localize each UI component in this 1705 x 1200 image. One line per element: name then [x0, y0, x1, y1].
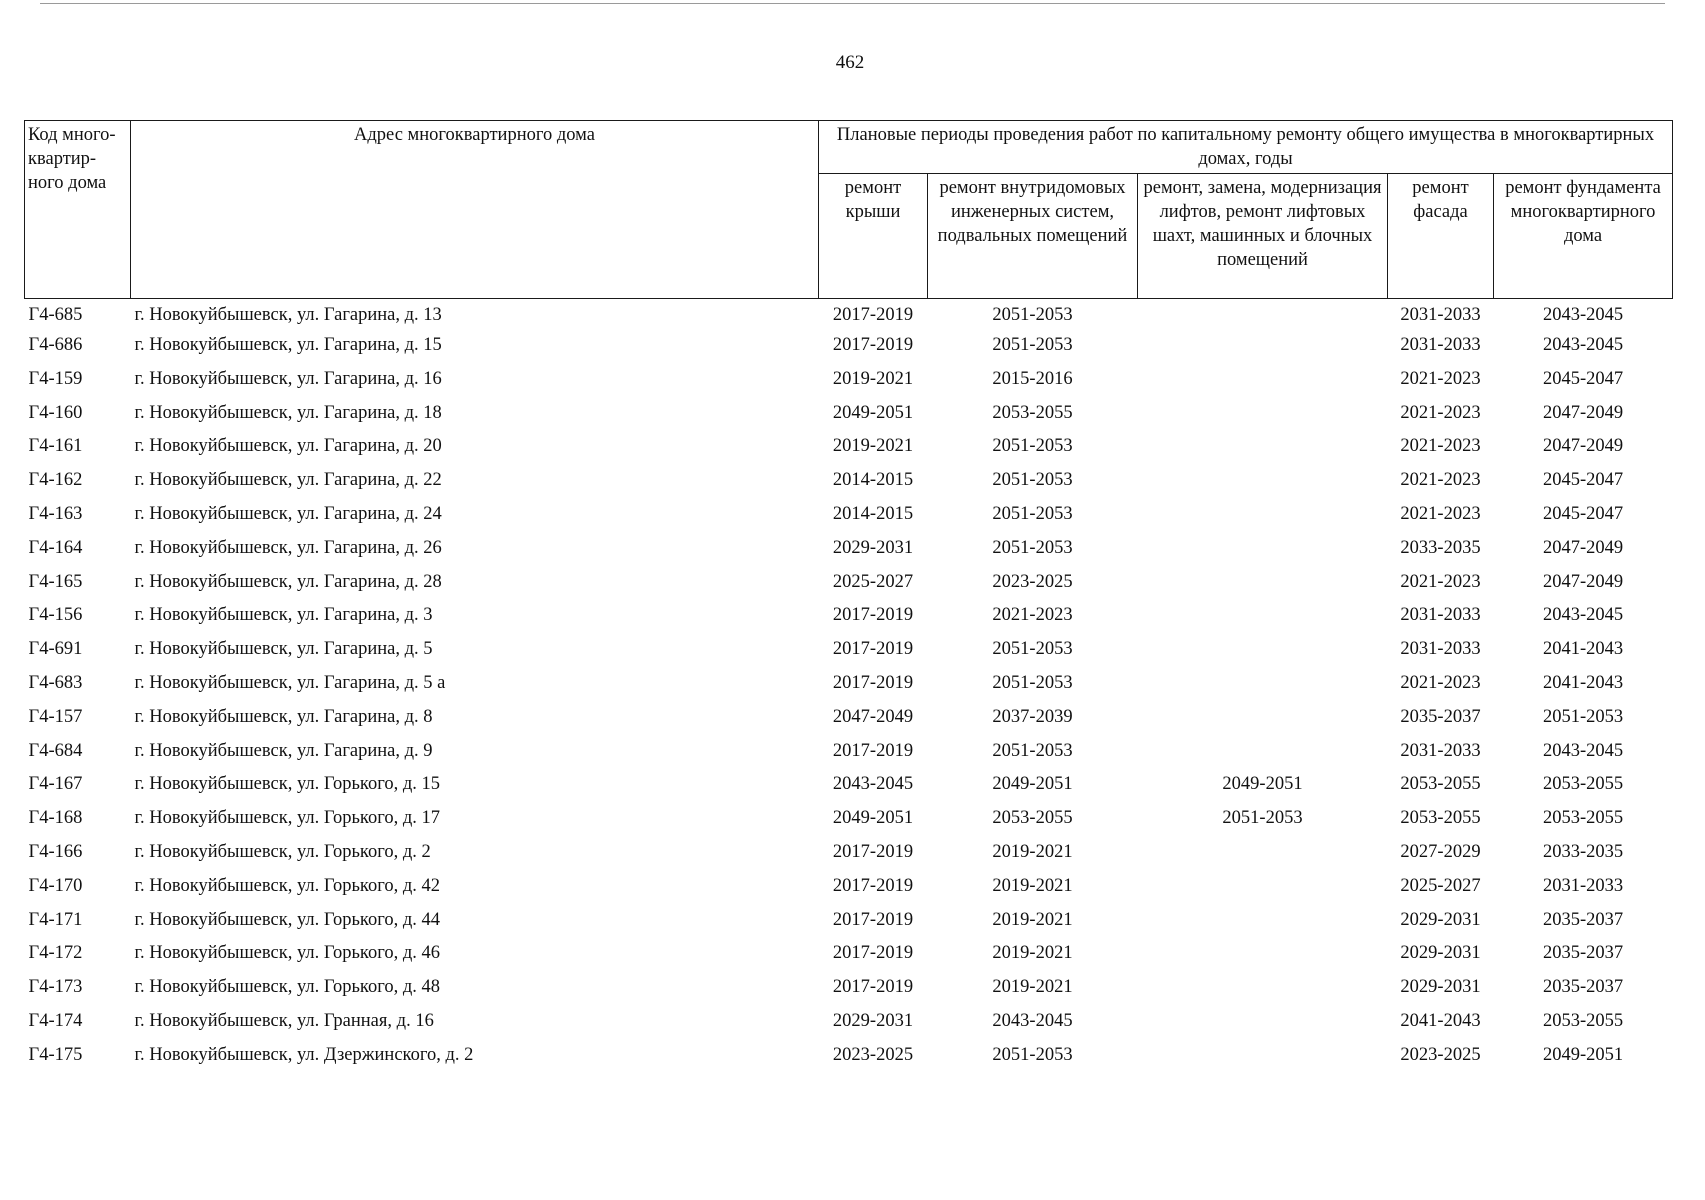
header-roof: ремонт крыши — [819, 174, 928, 299]
cell-roof: 2029-2031 — [832, 1010, 914, 1031]
cell-code: Г4-691 — [28, 639, 83, 660]
cell-systems: 2019-2021 — [992, 841, 1073, 862]
cell-lifts — [1138, 840, 1388, 874]
cell-code: Г4-160 — [28, 402, 83, 423]
cell-roof: 2017-2019 — [832, 305, 914, 325]
cell-code: Г4-166 — [28, 841, 83, 862]
cell-foundation: 2053-2055 — [1542, 774, 1624, 795]
cell-lifts — [1138, 874, 1388, 908]
cell-facade: 2029-2031 — [1400, 943, 1481, 964]
cell-foundation: 2045-2047 — [1542, 503, 1624, 524]
header-address: Адрес многоквартирного дома — [131, 121, 819, 299]
cell-lifts — [1138, 367, 1388, 401]
cell-address: г. Новокуйбышевск, ул. Гагарина, д. 13 — [134, 305, 442, 325]
cell-lifts — [1138, 908, 1388, 942]
cell-address: г. Новокуйбышевск, ул. Гагарина, д. 5 — [134, 639, 433, 660]
cell-address: г. Новокуйбышевск, ул. Гагарина, д. 18 — [134, 402, 442, 423]
cell-address: г. Новокуйбышевск, ул. Дзержинского, д. 2 — [134, 1044, 474, 1065]
cell-code: Г4-170 — [28, 875, 83, 896]
cell-systems: 2049-2051 — [992, 774, 1073, 795]
cell-lifts — [1138, 941, 1388, 975]
table-row — [25, 671, 1673, 705]
cell-address: г. Новокуйбышевск, ул. Горького, д. 2 — [134, 841, 431, 862]
cell-systems: 2043-2045 — [992, 1010, 1073, 1031]
cell-roof: 2019-2021 — [832, 368, 914, 389]
cell-foundation: 2043-2045 — [1542, 605, 1624, 626]
cell-foundation: 2043-2045 — [1542, 740, 1624, 761]
table-row — [25, 570, 1673, 604]
cell-foundation: 2031-2033 — [1542, 875, 1624, 896]
cell-systems: 2019-2021 — [992, 943, 1073, 964]
cell-roof: 2017-2019 — [832, 605, 914, 626]
cell-systems: 2051-2053 — [992, 639, 1073, 660]
cell-foundation: 2043-2045 — [1542, 305, 1624, 325]
cell-systems: 2051-2053 — [992, 672, 1073, 693]
header-systems: ремонт внутридомовых инженерных систем, подвальных помещений — [928, 174, 1138, 299]
table-row — [25, 468, 1673, 502]
cell-roof: 2017-2019 — [832, 672, 914, 693]
cell-lifts — [1138, 536, 1388, 570]
cell-code: Г4-683 — [28, 672, 83, 693]
cell-address: г. Новокуйбышевск, ул. Горького, д. 48 — [134, 977, 440, 998]
cell-roof: 2014-2015 — [832, 470, 914, 491]
cell-facade: 2021-2023 — [1400, 672, 1481, 693]
cell-address: г. Новокуйбышевск, ул. Горького, д. 46 — [134, 943, 440, 964]
cell-roof: 2049-2051 — [832, 402, 914, 423]
cell-code: Г4-157 — [28, 706, 83, 727]
cell-facade: 2031-2033 — [1400, 639, 1481, 660]
cell-facade: 2021-2023 — [1400, 470, 1481, 491]
cell-facade: 2053-2055 — [1400, 808, 1481, 829]
cell-systems: 2021-2023 — [992, 605, 1073, 626]
cell-code: Г4-164 — [28, 537, 83, 558]
cell-code: Г4-165 — [28, 571, 83, 592]
cell-lifts — [1138, 975, 1388, 1009]
table-row — [25, 299, 1673, 334]
cell-code: Г4-175 — [28, 1044, 83, 1065]
cell-address: г. Новокуйбышевск, ул. Гагарина, д. 24 — [134, 503, 442, 524]
cell-lifts — [1138, 434, 1388, 468]
cell-roof: 2023-2025 — [832, 1044, 914, 1065]
cell-code: Г4-156 — [28, 605, 83, 626]
header-lifts: ремонт, замена, модернизация лифтов, ремонт лифтовых шахт, машинных и блочных помещений — [1138, 174, 1388, 299]
table-row — [25, 367, 1673, 401]
cell-code: Г4-172 — [28, 943, 83, 964]
table-row — [25, 502, 1673, 536]
table-row — [25, 705, 1673, 739]
cell-facade: 2031-2033 — [1400, 740, 1481, 761]
cell-systems: 2053-2055 — [992, 808, 1073, 829]
cell-address: г. Новокуйбышевск, ул. Гагарина, д. 3 — [134, 605, 433, 626]
cell-systems: 2015-2016 — [992, 368, 1073, 389]
cell-systems: 2051-2053 — [992, 503, 1073, 524]
cell-facade: 2021-2023 — [1400, 368, 1481, 389]
table-row — [25, 772, 1673, 806]
cell-foundation: 2035-2037 — [1542, 943, 1624, 964]
cell-systems: 2019-2021 — [992, 909, 1073, 930]
cell-facade: 2021-2023 — [1400, 436, 1481, 457]
repair-schedule-table — [24, 120, 1673, 1077]
cell-lifts — [1138, 705, 1388, 739]
cell-address: г. Новокуйбышевск, ул. Горького, д. 42 — [134, 875, 440, 896]
table-row — [25, 874, 1673, 908]
cell-foundation: 2047-2049 — [1542, 571, 1624, 592]
cell-address: г. Новокуйбышевск, ул. Гагарина, д. 20 — [134, 436, 442, 457]
table-row — [25, 840, 1673, 874]
cell-facade: 2031-2033 — [1400, 605, 1481, 626]
cell-foundation: 2051-2053 — [1542, 706, 1624, 727]
cell-roof: 2049-2051 — [832, 808, 914, 829]
cell-code: Г4-685 — [28, 305, 83, 325]
table-row — [25, 1043, 1673, 1077]
table-body — [25, 299, 1673, 1077]
cell-address: г. Новокуйбышевск, ул. Гагарина, д. 15 — [134, 335, 442, 355]
table-row — [25, 637, 1673, 671]
cell-code: Г4-168 — [28, 808, 83, 829]
cell-lifts — [1138, 333, 1388, 367]
cell-roof: 2025-2027 — [832, 571, 914, 592]
cell-roof: 2017-2019 — [832, 875, 914, 896]
cell-facade: 2053-2055 — [1400, 774, 1481, 795]
cell-facade: 2029-2031 — [1400, 977, 1481, 998]
header-foundation: ремонт фундамента многоквартирного дома — [1494, 174, 1673, 299]
cell-facade: 2021-2023 — [1400, 402, 1481, 423]
cell-roof: 2017-2019 — [832, 909, 914, 930]
cell-facade: 2021-2023 — [1400, 571, 1481, 592]
cell-facade: 2031-2033 — [1400, 305, 1481, 325]
table-row — [25, 908, 1673, 942]
cell-systems: 2051-2053 — [992, 1044, 1073, 1065]
table-row — [25, 941, 1673, 975]
cell-code: Г4-159 — [28, 368, 83, 389]
cell-roof: 2017-2019 — [832, 335, 914, 355]
cell-roof: 2017-2019 — [832, 943, 914, 964]
cell-facade: 2023-2025 — [1400, 1044, 1481, 1065]
cell-roof: 2043-2045 — [832, 774, 914, 795]
table-row — [25, 401, 1673, 435]
cell-code: Г4-163 — [28, 503, 83, 524]
table-row — [25, 975, 1673, 1009]
cell-roof: 2019-2021 — [832, 436, 914, 457]
cell-address: г. Новокуйбышевск, ул. Горького, д. 15 — [134, 774, 440, 795]
cell-systems: 2051-2053 — [992, 740, 1073, 761]
cell-systems: 2037-2039 — [992, 706, 1073, 727]
cell-systems: 2051-2053 — [992, 335, 1073, 355]
cell-facade: 2033-2035 — [1400, 537, 1481, 558]
cell-foundation: 2047-2049 — [1542, 402, 1624, 423]
cell-facade: 2029-2031 — [1400, 909, 1481, 930]
cell-systems: 2051-2053 — [992, 436, 1073, 457]
cell-roof: 2017-2019 — [832, 639, 914, 660]
cell-lifts — [1138, 401, 1388, 435]
cell-foundation: 2053-2055 — [1542, 1010, 1624, 1031]
cell-lifts — [1138, 299, 1388, 334]
cell-code: Г4-174 — [28, 1010, 83, 1031]
top-rule — [40, 3, 1665, 4]
cell-lifts — [1138, 1009, 1388, 1043]
header-code: Код много-квартир-ного дома — [25, 121, 131, 299]
cell-foundation: 2047-2049 — [1542, 436, 1624, 457]
table-header — [25, 121, 1673, 299]
cell-foundation: 2033-2035 — [1542, 841, 1624, 862]
header-facade: ремонт фасада — [1388, 174, 1494, 299]
cell-systems: 2051-2053 — [992, 305, 1073, 325]
table-row — [25, 1009, 1673, 1043]
cell-address: г. Новокуйбышевск, ул. Гагарина, д. 16 — [134, 368, 442, 389]
cell-facade: 2041-2043 — [1400, 1010, 1481, 1031]
cell-foundation: 2053-2055 — [1542, 808, 1624, 829]
cell-systems: 2019-2021 — [992, 875, 1073, 896]
cell-code: Г4-167 — [28, 774, 83, 795]
cell-address: г. Новокуйбышевск, ул. Горького, д. 44 — [134, 909, 440, 930]
table-row — [25, 806, 1673, 840]
cell-code: Г4-161 — [28, 436, 83, 457]
cell-systems: 2053-2055 — [992, 402, 1073, 423]
cell-lifts: 2051-2053 — [1222, 808, 1303, 829]
table-row — [25, 434, 1673, 468]
table-row — [25, 536, 1673, 570]
table-row — [25, 333, 1673, 367]
table-row — [25, 603, 1673, 637]
cell-roof: 2017-2019 — [832, 841, 914, 862]
cell-lifts — [1138, 570, 1388, 604]
table-row — [25, 739, 1673, 773]
cell-lifts — [1138, 502, 1388, 536]
cell-lifts — [1138, 671, 1388, 705]
cell-systems: 2051-2053 — [992, 470, 1073, 491]
cell-lifts — [1138, 468, 1388, 502]
cell-lifts — [1138, 637, 1388, 671]
cell-lifts — [1138, 739, 1388, 773]
cell-address: г. Новокуйбышевск, ул. Гагарина, д. 26 — [134, 537, 442, 558]
cell-roof: 2029-2031 — [832, 537, 914, 558]
cell-code: Г4-173 — [28, 977, 83, 998]
cell-lifts — [1138, 1043, 1388, 1077]
cell-roof: 2017-2019 — [832, 740, 914, 761]
cell-foundation: 2035-2037 — [1542, 977, 1624, 998]
cell-code: Г4-171 — [28, 909, 83, 930]
cell-facade: 2035-2037 — [1400, 706, 1481, 727]
cell-address: г. Новокуйбышевск, ул. Гагарина, д. 22 — [134, 470, 442, 491]
cell-facade: 2025-2027 — [1400, 875, 1481, 896]
cell-foundation: 2041-2043 — [1542, 639, 1624, 660]
cell-foundation: 2041-2043 — [1542, 672, 1624, 693]
cell-address: г. Новокуйбышевск, ул. Гранная, д. 16 — [134, 1010, 434, 1031]
cell-systems: 2023-2025 — [992, 571, 1073, 592]
cell-code: Г4-162 — [28, 470, 83, 491]
cell-foundation: 2035-2037 — [1542, 909, 1624, 930]
cell-code: Г4-684 — [28, 740, 83, 761]
cell-lifts: 2049-2051 — [1222, 774, 1303, 795]
cell-facade: 2031-2033 — [1400, 335, 1481, 355]
cell-foundation: 2045-2047 — [1542, 470, 1624, 491]
cell-address: г. Новокуйбышевск, ул. Гагарина, д. 8 — [134, 706, 433, 727]
page-number: 462 — [835, 52, 865, 73]
header-periods: Плановые периоды проведения работ по капитальному ремонту общего имущества в многоквартирных домах, годы — [819, 121, 1673, 174]
cell-systems: 2019-2021 — [992, 977, 1073, 998]
cell-lifts — [1138, 603, 1388, 637]
cell-facade: 2021-2023 — [1400, 503, 1481, 524]
cell-address: г. Новокуйбышевск, ул. Гагарина, д. 9 — [134, 740, 433, 761]
cell-foundation: 2047-2049 — [1542, 537, 1624, 558]
cell-foundation: 2049-2051 — [1542, 1044, 1624, 1065]
cell-address: г. Новокуйбышевск, ул. Гагарина, д. 28 — [134, 571, 442, 592]
cell-roof: 2014-2015 — [832, 503, 914, 524]
cell-facade: 2027-2029 — [1400, 841, 1481, 862]
cell-foundation: 2043-2045 — [1542, 335, 1624, 355]
cell-systems: 2051-2053 — [992, 537, 1073, 558]
cell-address: г. Новокуйбышевск, ул. Горького, д. 17 — [134, 808, 440, 829]
cell-roof: 2047-2049 — [832, 706, 914, 727]
cell-roof: 2017-2019 — [832, 977, 914, 998]
cell-foundation: 2045-2047 — [1542, 368, 1624, 389]
cell-code: Г4-686 — [28, 335, 83, 355]
cell-address: г. Новокуйбышевск, ул. Гагарина, д. 5 а — [134, 672, 446, 693]
